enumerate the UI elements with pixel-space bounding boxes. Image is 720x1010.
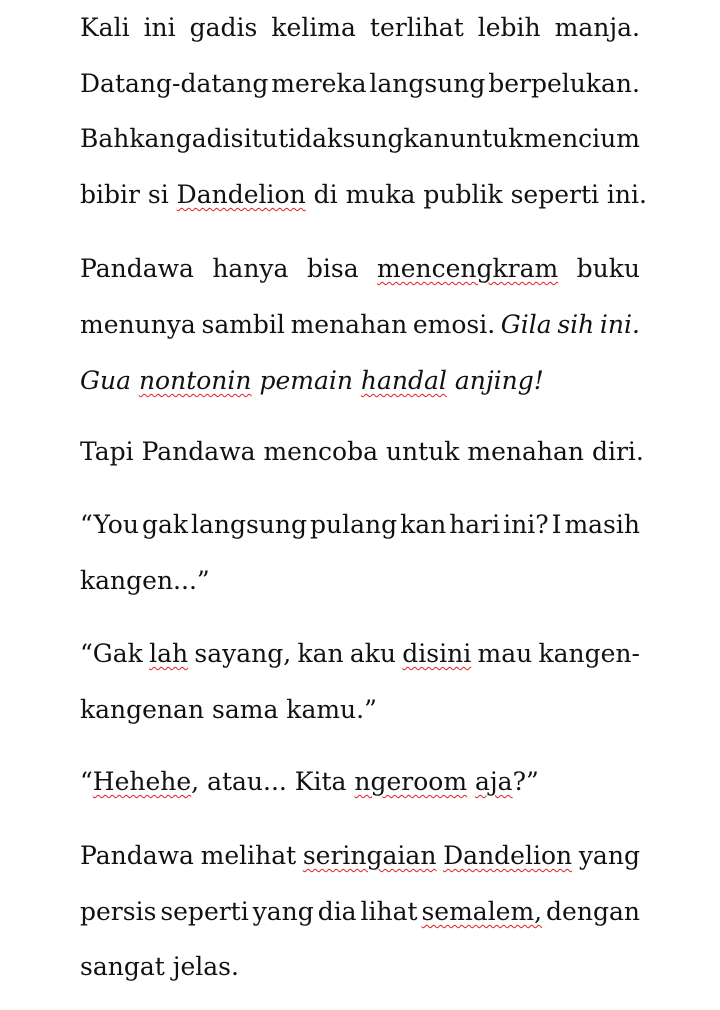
word: masih [564, 510, 640, 539]
word: terlihat [369, 13, 464, 42]
word: hanya [212, 254, 289, 283]
paragraph-1-line-4 [80, 175, 647, 215]
word: gadis [175, 124, 244, 153]
spellcheck-flagged-word[interactable]: handal [360, 366, 447, 395]
word: yang [252, 897, 314, 926]
paragraph-2-line-2 [80, 305, 640, 345]
word: manja. [554, 13, 640, 42]
paragraph-1-line-2 [80, 64, 640, 104]
spellcheck-flagged-word[interactable]: mencengkram [377, 254, 559, 283]
spellcheck-flagged-word[interactable]: aja [475, 767, 513, 796]
paragraph-6-line-1 [80, 762, 640, 802]
spellcheck-flagged-word[interactable]: disini [402, 639, 472, 668]
paragraph-2-line-3 [80, 361, 640, 401]
paragraph-1-line-1 [80, 8, 640, 48]
word: Pandawa [80, 254, 194, 283]
word: kan [297, 639, 344, 668]
text-run: “ [80, 767, 93, 796]
text-run: bibir si [80, 180, 177, 209]
paragraph-3-line-1 [80, 432, 644, 472]
italic-word: ini. [599, 310, 640, 339]
word: sayang, [194, 639, 292, 668]
word: itu [243, 124, 278, 153]
paragraph-4-line-2 [80, 561, 640, 601]
word: sungkan [342, 124, 450, 153]
word: I [551, 510, 562, 539]
italic-word: sih [557, 310, 595, 339]
paragraph-5-line-2 [80, 690, 640, 730]
word: kangen- [538, 639, 640, 668]
word: bisa [306, 254, 359, 283]
word: melihat [200, 841, 297, 870]
spellcheck-flagged-word[interactable]: Dandelion [443, 841, 573, 870]
spellcheck-flagged-word[interactable]: ngeroom [354, 767, 468, 796]
word: “You [80, 510, 139, 539]
word: lihat [360, 897, 418, 926]
text-run: anjing! [446, 366, 544, 395]
word: seperti [160, 897, 249, 926]
word: gadis [189, 13, 258, 42]
word: mencium [523, 124, 640, 153]
paragraph-7-line-1 [80, 836, 640, 876]
word: langsung [190, 510, 308, 539]
text-run: kangen...” [80, 566, 210, 595]
text-run: pemain [251, 366, 361, 395]
word: menunya [80, 310, 196, 339]
word: pulang [309, 510, 398, 539]
paragraph-2-line-1 [80, 249, 640, 289]
word: persis [80, 897, 157, 926]
paragraph-1-line-3 [80, 119, 640, 159]
word: untuk [449, 124, 524, 153]
text-run: Gua [80, 366, 139, 395]
word: berpelukan. [488, 69, 640, 98]
word: ini [143, 13, 176, 42]
word: kelima [271, 13, 356, 42]
word: emosi. [412, 310, 496, 339]
word: ini? [503, 510, 549, 539]
word: Datang-datang [80, 69, 269, 98]
paragraph-4-line-1 [80, 505, 640, 545]
word: langsung [369, 69, 486, 98]
text-run: ?” [512, 767, 539, 796]
italic-word: Gila [500, 310, 552, 339]
spellcheck-flagged-word[interactable]: semalem, [421, 897, 543, 926]
word: Bahkan [80, 124, 176, 153]
paragraph-7-line-2 [80, 892, 640, 932]
text-run: sangat jelas. [80, 952, 239, 981]
word: buku [576, 254, 640, 283]
word: menahan [290, 310, 408, 339]
word: hari [449, 510, 501, 539]
spellcheck-flagged-word[interactable]: seringaian [302, 841, 437, 870]
text-run: di muka publik seperti ini. [305, 180, 647, 209]
spellcheck-flagged-word[interactable]: nontonin [138, 366, 252, 395]
word: dia [317, 897, 357, 926]
spellcheck-flagged-word[interactable]: Dandelion [176, 180, 306, 209]
paragraph-7-line-3 [80, 947, 640, 987]
text-run: Tapi Pandawa mencoba untuk menahan diri. [80, 437, 644, 466]
text-run: , atau... Kita [191, 767, 355, 796]
word: aku [349, 639, 397, 668]
text-run: kangenan sama kamu.” [80, 695, 377, 724]
word: yang [578, 841, 640, 870]
word: Kali [80, 13, 130, 42]
word: “Gak [80, 639, 143, 668]
text-run [467, 767, 475, 796]
word: gak [141, 510, 188, 539]
spellcheck-flagged-word[interactable]: Hehehe [92, 767, 192, 796]
word: mau [477, 639, 533, 668]
word: lebih [477, 13, 541, 42]
word: kan [400, 510, 447, 539]
word: mereka [271, 69, 367, 98]
word: sambil [201, 310, 285, 339]
paragraph-5-line-1 [80, 634, 640, 674]
word: Pandawa [80, 841, 194, 870]
spellcheck-flagged-word[interactable]: lah [149, 639, 189, 668]
word: tidak [278, 124, 343, 153]
word: dengan [546, 897, 640, 926]
